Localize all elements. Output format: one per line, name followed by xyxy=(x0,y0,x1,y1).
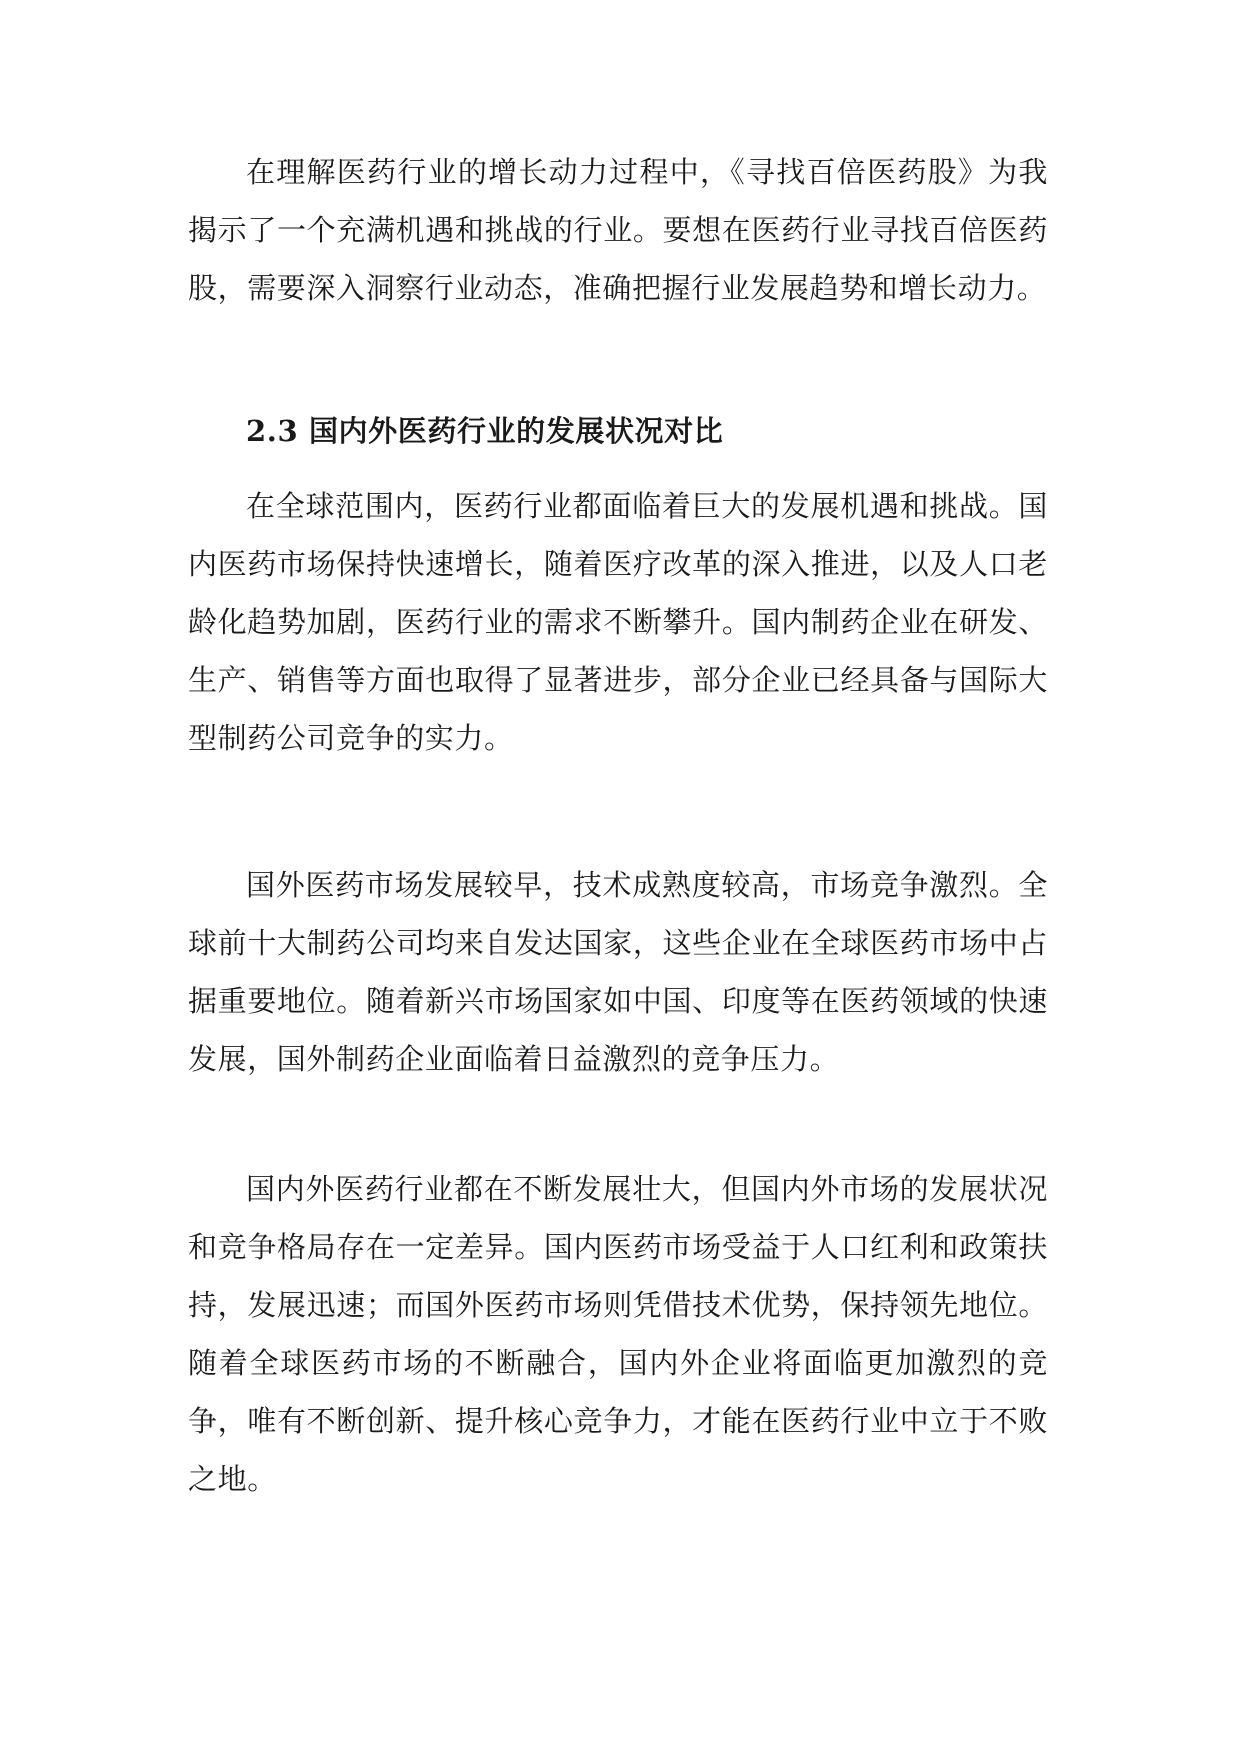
paragraph-intro: 在理解医药行业的增长动力过程中，《寻找百倍医药股》为我揭示了一个充满机遇和挑战的行业。要想在医药行业寻找百倍医药股，需要深入洞察行业动态，准确把握行业发展趋势和增长动力。 xyxy=(188,155,1048,305)
paragraph-comparison-summary: 国内外医药行业都在不断发展壮大，但国内外市场的发展状况和竞争格局存在一定差异。国内医药市场受益于人口红利和政策扶持，发展迅速；而国外医药市场则凭借技术优势，保持领先地位。随着全球医药市场的不断融合，国内外企业将面临更加激烈的竞争，唯有不断创新、提升核心竞争力，才能在医药行业中立于不败之地。 xyxy=(188,1172,1048,1496)
paragraph-foreign-market: 国外医药市场发展较早，技术成熟度较高，市场竞争激烈。全球前十大制药公司均来自发达国家，这些企业在全球医药市场中占据重要地位。随着新兴市场国家如中国、印度等在医药领域的快速发展，国外制药企业面临着日益激烈的竞争压力。 xyxy=(188,868,1048,1076)
paragraph-global-overview: 在全球范围内，医药行业都面临着巨大的发展机遇和挑战。国内医药市场保持快速增长，随着医疗改革的深入推进，以及人口老龄化趋势加剧，医药行业的需求不断攀升。国内制药企业在研发、生产、销售等方面也取得了显著进步，部分企业已经具备与国际大型制药公司竞争的实力。 xyxy=(188,489,1048,755)
section-heading: 2.3 国内外医药行业的发展状况对比 xyxy=(246,414,724,448)
